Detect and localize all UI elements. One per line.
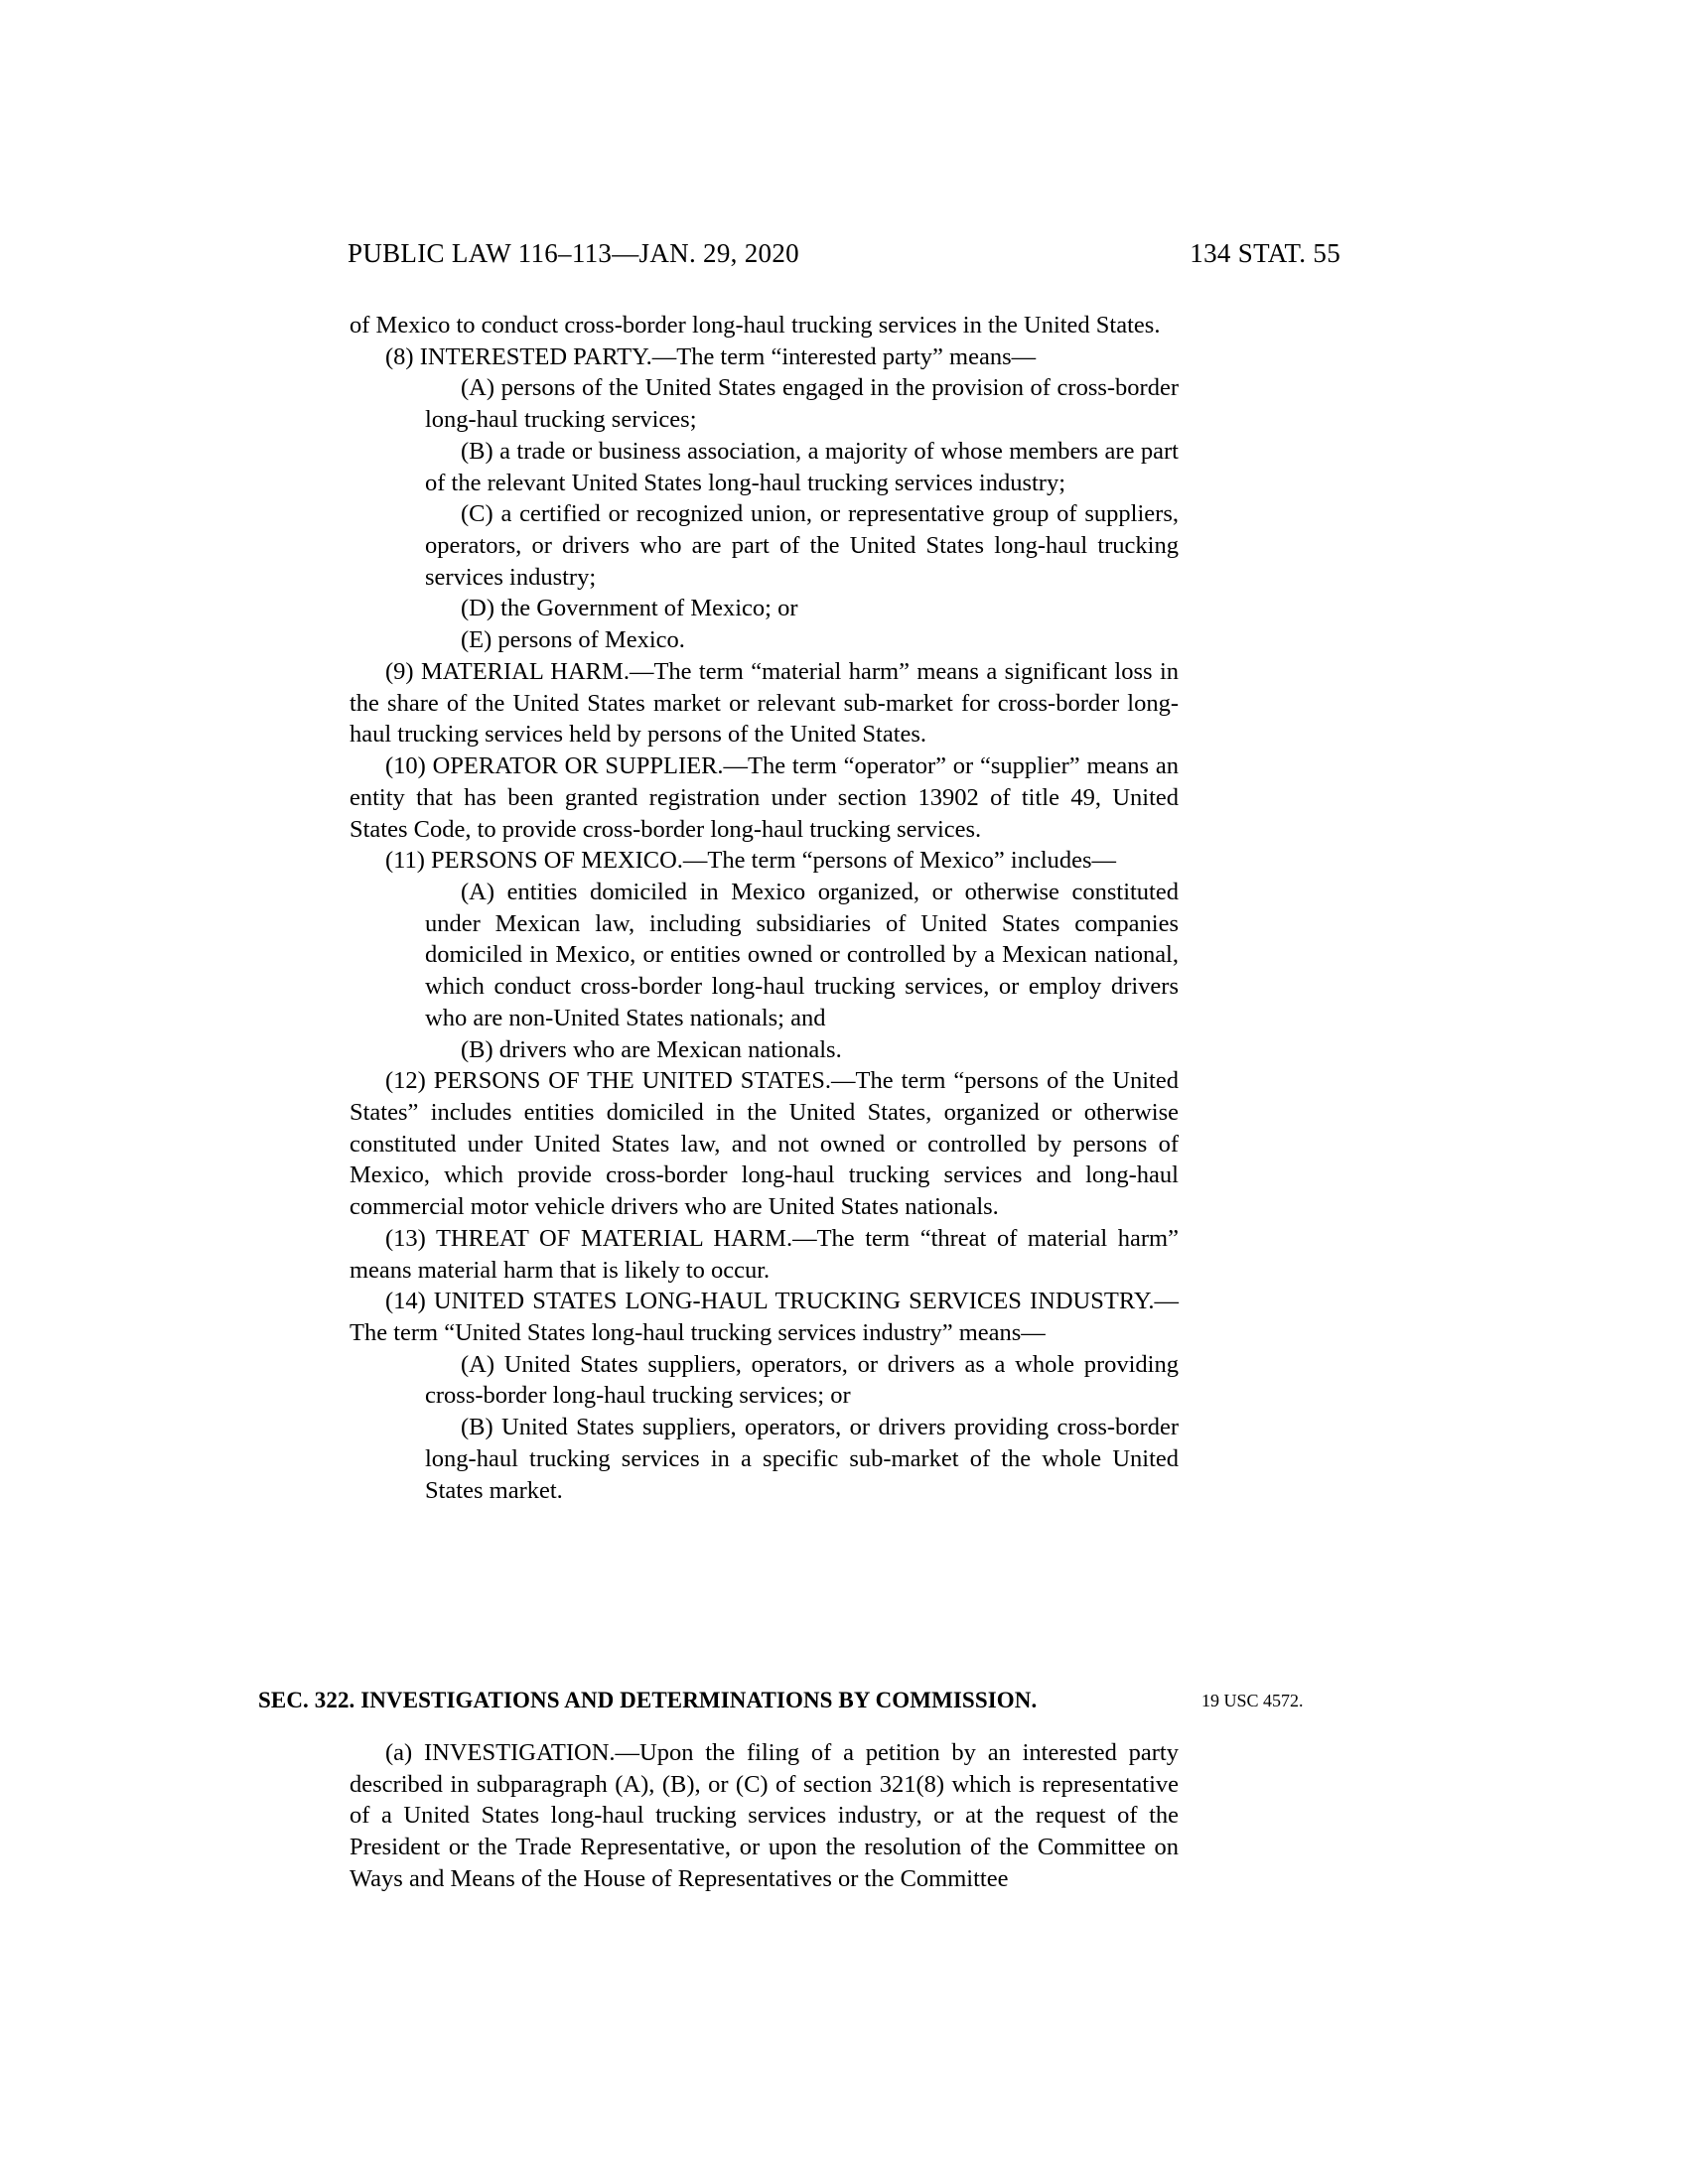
paragraph-8-B: (B) a trade or business association, a majority of whose members are part of the relevant United States long-haul trucking services industry; xyxy=(425,437,1179,496)
paragraph-12: (12) PERSONS OF THE UNITED STATES.—The term “persons of the United States” includes entities domiciled in the United States, organized or otherwise constituted under United States law, and not owned or controlled by persons of Mexico, which provide cross-border long-haul trucking services and long-haul commercial motor vehicle drivers who are United States nationals. xyxy=(350,1067,1179,1221)
paragraph-continuation: of Mexico to conduct cross-border long-haul trucking services in the United States. xyxy=(350,312,1161,339)
paragraph-8-E: (E) persons of Mexico. xyxy=(461,626,685,654)
header-statute-page: 134 STAT. 55 xyxy=(1190,238,1340,268)
margin-note-usc-citation: 19 USC 4572. xyxy=(1201,1691,1304,1710)
paragraph-13: (13) THREAT OF MATERIAL HARM.—The term “threat of material harm” means material harm that is likely to occur. xyxy=(350,1224,1179,1284)
body-text-column xyxy=(350,310,1179,1506)
paragraph-8-C: (C) a certified or recognized union, or representative group of suppliers, operators, or drivers who are part of the United States long-haul trucking services industry; xyxy=(425,500,1179,591)
paragraph-14-B: (B) United States suppliers, operators, or drivers providing cross-border long-haul trucking services in a specific sub-market of the whole United States market. xyxy=(425,1414,1179,1504)
paragraph-14-A: (A) United States suppliers, operators, or drivers as a whole providing cross-border long-haul trucking services; or xyxy=(425,1350,1179,1410)
paragraph-8-A: (A) persons of the United States engaged in the provision of cross-border long-haul trucking services; xyxy=(425,374,1179,434)
paragraph-8-D: (D) the Government of Mexico; or xyxy=(461,595,798,622)
section-322-subsection-a: (a) INVESTIGATION.—Upon the filing of a petition by an interested party described in subparagraph (A), (B), or (C) of section 321(8) which is representative of a United States long-haul trucking services industry, or at the request of the President or the Trade Representative, or upon the resolution of the Committee on Ways and Means of the House of Representatives or the Committee xyxy=(350,1739,1179,1892)
paragraph-11-A: (A) entities domiciled in Mexico organized, or otherwise constituted under Mexican law, including subsidiaries of United States companies domiciled in Mexico, or entities owned or controlled by a Mexican national, which conduct cross-border long-haul trucking services, or employ drivers who are non-United States nationals; and xyxy=(425,878,1179,1031)
page-header xyxy=(0,238,1688,269)
paragraph-14: (14) UNITED STATES LONG-HAUL TRUCKING SERVICES INDUSTRY.—The term “United States long-haul trucking services industry” means— xyxy=(350,1288,1179,1346)
paragraph-11: (11) PERSONS OF MEXICO.—The term “persons of Mexico” includes— xyxy=(385,847,1117,875)
paragraph-11-B: (B) drivers who are Mexican nationals. xyxy=(461,1035,842,1063)
section-title: SEC. 322. INVESTIGATIONS AND DETERMINATIONS BY COMMISSION. xyxy=(258,1688,1038,1712)
paragraph-8: (8) INTERESTED PARTY.—The term “interested party” means— xyxy=(385,342,1037,370)
section-body-column xyxy=(350,1737,1179,1895)
paragraph-9: (9) MATERIAL HARM.—The term “material harm” means a significant loss in the share of the United States market or relevant sub-market for cross-border long-haul trucking services held by persons of the United States. xyxy=(350,657,1179,749)
paragraph-10: (10) OPERATOR OR SUPPLIER.—The term “operator” or “supplier” means an entity that has been granted registration under section 13902 of title 49, United States Code, to provide cross-border long-haul trucking services. xyxy=(350,752,1179,843)
header-public-law: PUBLIC LAW 116–113—JAN. 29, 2020 xyxy=(348,238,799,268)
